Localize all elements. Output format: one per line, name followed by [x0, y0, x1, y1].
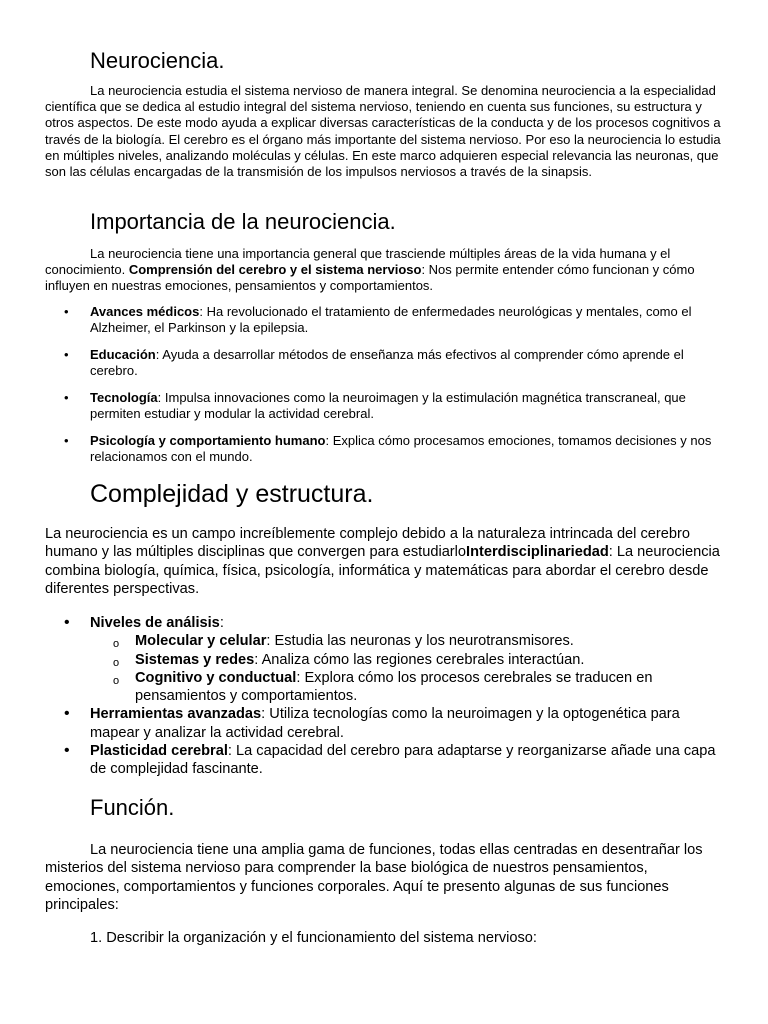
circle-bullet-icon: o	[113, 674, 120, 687]
list-item	[45, 705, 725, 742]
list-item-bold: Educación	[90, 346, 156, 362]
list-item	[45, 390, 725, 422]
sublist-item-bold: Molecular y celular	[135, 633, 267, 650]
list-item-text: : Explica cómo procesamos emociones, tomamos decisiones y nos relacionamos con el mundo.	[90, 432, 712, 464]
heading-importancia: Importancia de la neurociencia.	[90, 209, 396, 234]
bullet-icon: •	[64, 742, 70, 760]
list-item-bold: Herramientas avanzadas	[90, 706, 262, 723]
list-item-bold: Tecnología	[90, 389, 158, 405]
importancia-intro-bold: Comprensión del cerebro y el sistema nervioso	[128, 262, 422, 278]
bullet-icon: •	[64, 432, 69, 448]
sublist-item-bold: Cognitivo y conductual	[135, 669, 297, 686]
list-item-bold: Niveles de análisis	[90, 615, 220, 631]
list-item-text: : Utiliza tecnologías como la neuroimagen y la optogenética para mapear y analizar la actividad cerebral.	[90, 706, 680, 741]
list-item	[45, 433, 725, 465]
paragraph-neurociencia: La neurociencia estudia el sistema nervioso de manera integral. Se denomina neurociencia a la especialidad científica que se dedica al estudio integral del sistema nervioso, teniendo en cuenta sus funciones, su estructura y otros aspectos. De este modo ayuda a explicar diversas características de la conducta y de los procesos cognitivos a través de la biología. El cerebro es el órgano más importante del sistema nervioso. Por eso la neurociencia lo estudia en múltiples niveles, analizando moléculas y células. En este marco adquieren especial relevancia las neuronas, que son las células encargadas de la transmisión de los impulsos nerviosos a través de la sinapsis.	[45, 83, 721, 180]
list-item-text: : Ayuda a desarrollar métodos de enseñanza más efectivos al comprender cómo aprende el cerebro.	[90, 346, 684, 379]
sublist-item-text: : Estudia las neuronas y los neurotransmisores.	[266, 633, 574, 650]
list-item-text: : La capacidad del cerebro para adaptarse y reorganizarse añade una capa de complejidad fascinante.	[90, 743, 716, 778]
paragraph-complejidad	[45, 525, 725, 598]
list-item-text: : Ha revolucionado el tratamiento de enfermedades neurológicas y mentales, como el Alzheimer, el Parkinson y la epilepsia.	[90, 304, 692, 336]
list-item	[45, 742, 725, 779]
complejidad-intro-bold: Interdisciplinariedad	[466, 544, 609, 561]
paragraph-importancia	[45, 246, 725, 295]
heading-funcion: Función.	[90, 795, 175, 820]
list-item	[45, 304, 725, 336]
importancia-intro-rest: : Nos permite entender cómo funcionan y cómo influyen en nuestras emociones, pensamientos y comportamientos.	[45, 262, 695, 294]
list-item-text: :	[219, 615, 224, 631]
sublist-item	[90, 632, 725, 650]
list-item	[45, 614, 725, 705]
list-item	[45, 347, 725, 379]
list-item-text: : Impulsa innovaciones como la neuroimagen y la estimulación magnética transcraneal, que permiten estudiar y modular la actividad cerebral.	[90, 389, 686, 422]
complejidad-intro: La neurociencia es un campo increíblemente complejo debido a la naturaleza intrincada del cerebro humano y las múltiples disciplinas que convergen para estudiarlo	[45, 526, 690, 561]
numbered-item-1: 1. Describir la organización y el funcionamiento del sistema nervioso:	[90, 930, 537, 946]
sublist-item	[90, 669, 725, 706]
list-item-bold: Avances médicos	[90, 304, 200, 319]
circle-bullet-icon: o	[113, 638, 120, 651]
complejidad-list	[45, 614, 725, 779]
sublist-item-bold: Sistemas y redes	[135, 651, 255, 668]
heading-neurociencia: Neurociencia.	[90, 48, 225, 73]
niveles-sublist	[90, 632, 725, 705]
bullet-icon: •	[64, 346, 69, 362]
importancia-intro: La neurociencia tiene una importancia general que trasciende múltiples áreas de la vida humana y el conocimiento.	[45, 246, 671, 278]
complejidad-intro-rest: : La neurociencia combina biología, química, física, psicología, informática y matemáticas para abordar el cerebro desde diferentes perspectivas.	[45, 544, 720, 597]
list-item-bold: Psicología y comportamiento humano	[90, 432, 326, 448]
paragraph-funcion: La neurociencia tiene una amplia gama de funciones, todas ellas centradas en desentrañar los misterios del sistema nervioso para comprender la base biológica de nuestros pensamientos, emociones, comportamientos y funciones corporales. Aquí te presento algunas de sus funciones principales:	[45, 842, 703, 913]
bullet-icon: •	[64, 389, 69, 405]
importancia-list	[45, 304, 725, 476]
circle-bullet-icon: o	[113, 656, 120, 669]
sublist-item-text: : Analiza cómo las regiones cerebrales interactúan.	[254, 651, 585, 668]
bullet-icon: •	[64, 705, 70, 723]
list-item-bold: Plasticidad cerebral	[90, 743, 228, 760]
heading-complejidad: Complejidad y estructura.	[90, 480, 374, 508]
bullet-icon: •	[64, 304, 69, 319]
sublist-item	[90, 651, 725, 669]
sublist-item-text: : Explora cómo los procesos cerebrales se traducen en pensamientos y comportamientos.	[135, 669, 653, 705]
bullet-icon: •	[64, 614, 70, 631]
